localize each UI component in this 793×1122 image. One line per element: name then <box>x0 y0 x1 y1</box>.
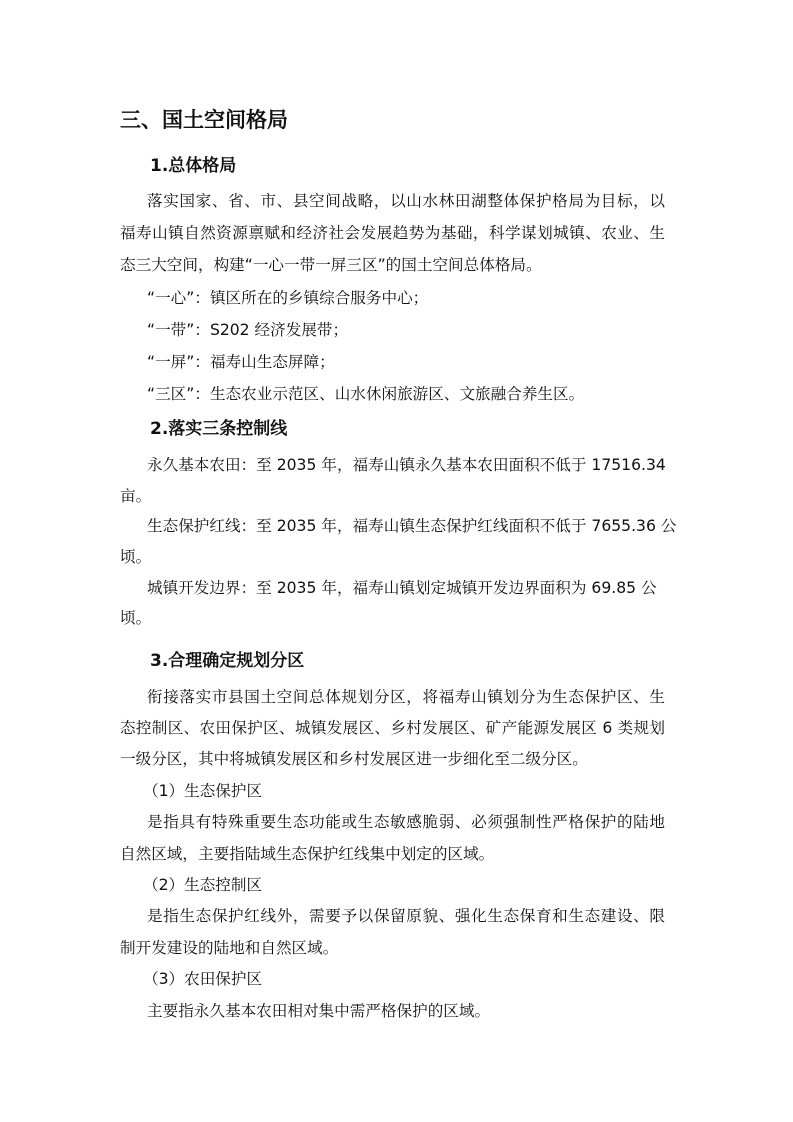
paragraph-line: 城镇开发边界：至 2035 年，福寿山镇划定城镇开发边界面积为 69.85 公 <box>147 579 657 597</box>
section-heading: 1.总体格局 <box>150 156 237 176</box>
subsection-label: （1）生态保护区 <box>143 782 263 800</box>
paragraph-line: 一级分区，其中将城镇发展区和乡村发展区进一步细化至二级分区。 <box>120 750 588 768</box>
paragraph-line: 态控制区、农田保护区、城镇发展区、乡村发展区、矿产能源发展区 6 类规划 <box>120 719 665 737</box>
paragraph-line: 顷。 <box>120 548 152 566</box>
paragraph-line: 自然区域，主要指陆域生态保护红线集中划定的区域。 <box>120 845 495 863</box>
chapter-title: 三、国土空间格局 <box>120 108 288 132</box>
paragraph-line: 生态保护红线：至 2035 年，福寿山镇生态保护红线面积不低于 7655.36 公 <box>147 517 677 535</box>
paragraph-line: “一带”：S202 经济发展带； <box>147 321 349 339</box>
paragraph-line: 是指生态保护红线外，需要予以保留原貌、强化生态保育和生态建设、限 <box>147 907 665 925</box>
paragraph-line: 态三大空间，构建“一心一带一屏三区”的国土空间总体格局。 <box>120 256 542 274</box>
paragraph-line: 亩。 <box>120 487 152 505</box>
paragraph-line: 衔接落实市县国土空间总体规划分区，将福寿山镇划分为生态保护区、生 <box>147 688 665 706</box>
paragraph-line: 主要指永久基本农田相对集中需严格保护的区域。 <box>147 1002 491 1020</box>
section-heading: 3.合理确定规划分区 <box>150 651 305 671</box>
paragraph-line: “一心”：镇区所在的乡镇综合服务中心； <box>147 289 429 307</box>
paragraph-line: 福寿山镇自然资源禀赋和经济社会发展趋势为基础，科学谋划城镇、农业、生 <box>120 224 665 242</box>
paragraph-line: “三区”：生态农业示范区、山水休闲旅游区、文旅融合养生区。 <box>147 385 585 403</box>
paragraph-line: 制开发建设的陆地和自然区域。 <box>120 939 339 957</box>
subsection-label: （3）农田保护区 <box>143 970 263 988</box>
paragraph-line: 落实国家、省、市、县空间战略，以山水林田湖整体保护格局为目标，以 <box>147 192 665 210</box>
subsection-label: （2）生态控制区 <box>143 876 263 894</box>
paragraph-line: 永久基本农田：至 2035 年，福寿山镇永久基本农田面积不低于 17516.34 <box>147 456 666 474</box>
paragraph-line: 顷。 <box>120 609 152 627</box>
paragraph-line: 是指具有特殊重要生态功能或生态敏感脆弱、必须强制性严格保护的陆地 <box>147 813 665 831</box>
section-heading: 2.落实三条控制线 <box>150 419 288 439</box>
paragraph-line: “一屏”：福寿山生态屏障； <box>147 353 335 371</box>
